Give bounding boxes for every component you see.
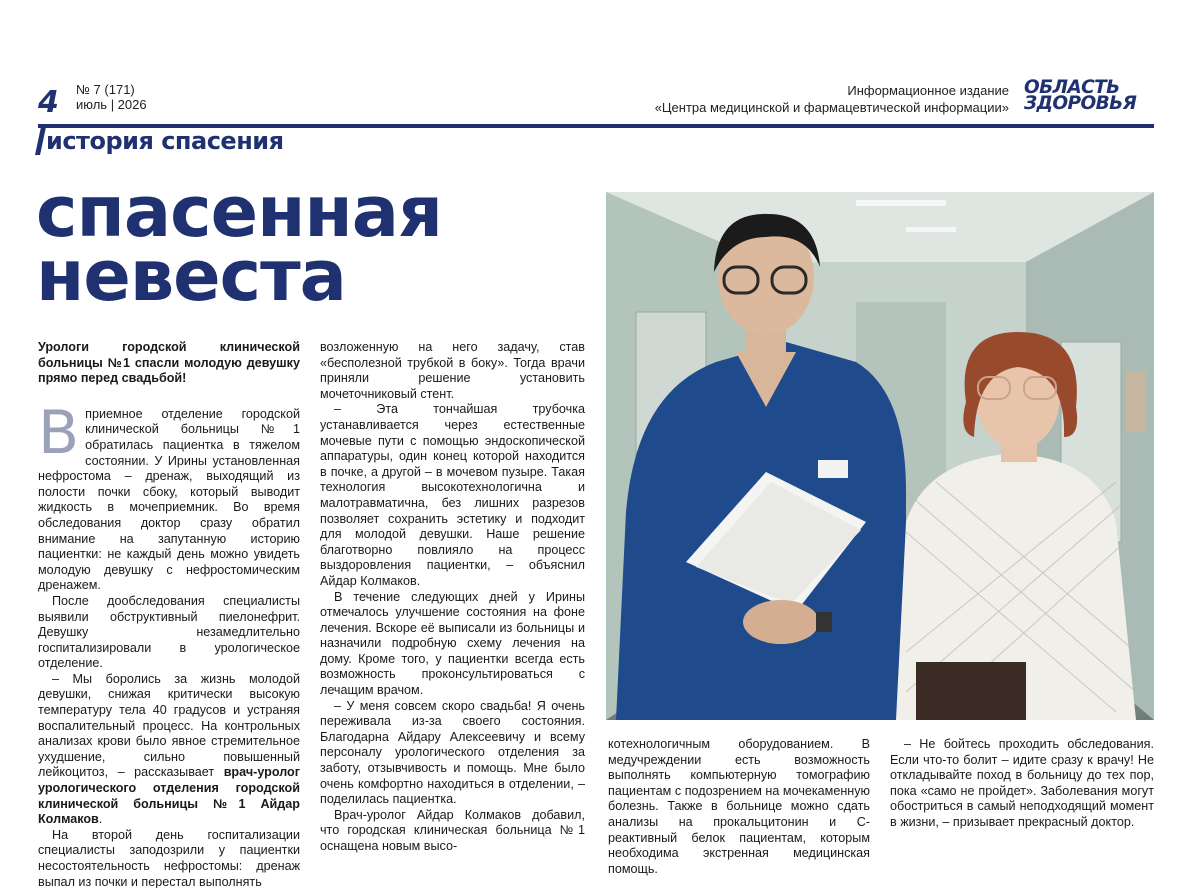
col1-p3-quote: – Мы боролись за жизнь молодой девушки, снижая критически высокую температуру тела 40 градусов и устраняя воспалительный процесс. На контрольных анализах крови было явное стремительное ухудшение, сильно повышенный лейкоцитоз, – рассказывает (38, 671, 300, 780)
col1-paragraph-2: После дообследования специалисты выявили обструктивный пиелонефрит. Девушку незамедлительно госпитализировали в урологическое отделение. (38, 593, 300, 671)
col1-paragraph-4: На второй день госпитализации специалисты заподозрили у пациентки несостоятельность нефростомы: дренаж выпал из почки и перестал выполнять (38, 827, 300, 888)
magazine-logo (1024, 77, 1158, 114)
headline (36, 171, 442, 317)
issue-date: июль | 2026 (76, 97, 147, 112)
col3-paragraph-1: котехнологичным оборудованием. В медучреждении есть возможность выполнять компьютерную томографию пациентам с подозрением на мочекаменную болезнь. Также в больнице можно сдать анализы на прокальцитонин и С-реактивный белок пациентам, которым необходима экстренная медицинская помощь. (608, 737, 870, 876)
col2-paragraph-3: В течение следующих дней у Ирины отмечалось улучшение состояния на фоне лечения. Вскоре её выписали из больницы и назначили подробную схему лечения на дому. Кроме того, у пациентки всегда есть возможность проконсультироваться с лечащим врачом. (320, 589, 585, 698)
col2-paragraph-4: – У меня совсем скоро свадьба! Я очень переживала из-за своего состояния. Благодарна Айдару Алексеевичу и всему персоналу урологического отделения за заботу, отзывчивость и помощь. Мне было очень комфортно находиться в отделении, – поделилась пациентка. (320, 698, 585, 807)
col2-paragraph-1: возложенную на него задачу, став «бесполезной трубкой в боку». Тогда врачи приняли решение установить мочеточниковый стент. (320, 340, 585, 401)
logo-line-1: ОБЛАСТЬ (1024, 77, 1120, 98)
col2-paragraph-5: Врач-уролог Айдар Колмаков добавил, что городская клиническая больница №1 оснащена новым высо- (320, 807, 585, 853)
col1-paragraph-3 (38, 672, 300, 828)
article-photo (606, 192, 1154, 720)
logo-line-2: ЗДОРОВЬЯ (1024, 93, 1137, 114)
headline-line-2: невеста (36, 235, 346, 317)
rubric-title: история спасения (46, 127, 284, 155)
publisher-info (655, 82, 1009, 116)
col2-paragraph-2: – Эта тончайшая трубочка устанавливается через естественные мочевые пути с помощью эндоскопической аппаратуры, один конец которой находится в почке, а другой – в мочевом пузыре. Такая технология высокотехнологична и малотравматична, без лишних разрезов позволяет сохранить эстетику и подходит для молодой девушки. Наше решение благотворно повлияло на процесс выздоровления пациентки, – объяснил Айдар Колмаков. (320, 402, 585, 588)
column-1 (38, 340, 300, 888)
article-lead: Урологи городской клинической больницы №1 спасли молодую девушку прямо перед свадьбой! (38, 340, 300, 386)
issue-number: № 7 (171) (76, 82, 135, 97)
column-2 (320, 340, 585, 855)
rubric (38, 126, 284, 156)
col1-p3-end: . (98, 812, 103, 827)
doctor-credit: врач-уролог урологического отделения городской клинической больницы №1 Айдар Колмаков (38, 765, 300, 827)
publisher-line-2: «Центра медицинской и фармацевтической информации» (654, 100, 1009, 115)
column-3 (608, 737, 870, 877)
col4-paragraph-1: – Не бойтесь проходить обследования. Если что-то болит – идите сразу к врачу! Не откладывайте поход в больницу до тех пор, пока «само не пройдет». Заболевания могут обостриться в самый неподходящий момент в жизни, – призывает прекрасный доктор. (890, 737, 1154, 829)
headline-line-1: спасенная (36, 171, 442, 253)
col1-p1-text: приемное отделение городской клинической больницы №1 обратилась пациентка в тяжелом состоянии. У Ирины установленная нефростома – дренаж, выходящий из полости почки сбоку, который выводит жидкость в мочеприемник. Во время обследования доктор сразу обратил внимание на запутанную историю пациентки: не каждый день можно увидеть молодую девушку с нефростомическим дренажем. (38, 406, 300, 593)
col1-paragraph-1 (38, 397, 300, 594)
page-number: 4 (38, 85, 59, 120)
column-4 (890, 737, 1154, 831)
publisher-line-1: Информационное издание (847, 83, 1009, 98)
drop-cap: В (38, 397, 80, 468)
issue-info (76, 82, 147, 112)
rubric-marker (35, 127, 46, 155)
doctor-and-patient-photo (606, 192, 1154, 720)
